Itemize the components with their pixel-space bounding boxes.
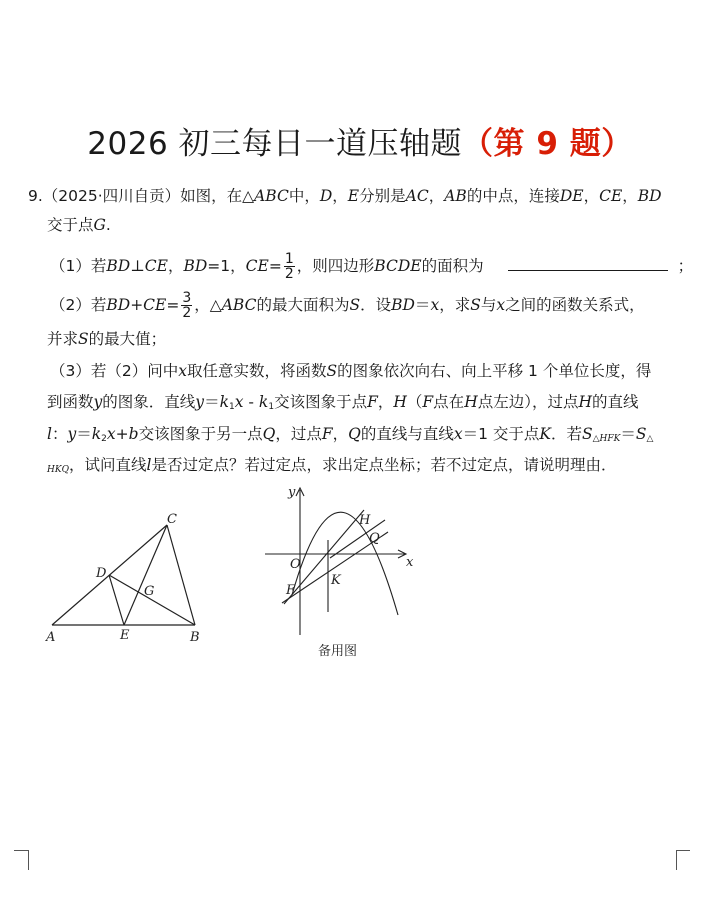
label-f: F	[286, 583, 296, 598]
parabola	[292, 512, 398, 615]
label-h: H	[359, 513, 371, 528]
label-a: A	[46, 630, 56, 645]
segment-bc	[167, 525, 195, 625]
figure-caption: 备用图	[318, 644, 358, 659]
fraction-three-halves: $\frac{3}{2}$	[182, 290, 192, 321]
part-3-line1: （3）若（2）问中x取任意实数，将函数S的图象依次向右、向上平移 1 个单位长度，得	[50, 362, 652, 380]
label-y: y	[288, 485, 296, 500]
label-q: Q	[369, 531, 380, 546]
label-x: x	[406, 555, 414, 570]
problem-statement: 9.（2025·四川自贡）如图，在△ABC中，D，E分别是AC，AB的中点，连接DE，CE，BD	[28, 187, 662, 205]
corner-mark-right	[676, 850, 691, 870]
label-d: D	[96, 566, 107, 581]
label-k: K	[331, 573, 341, 588]
part-2: （2）若BD+CE= $\frac{3}{2}$ ，△ABC的最大面积为S．设BD＝x，求S与x之间的函数关系式，	[50, 290, 645, 321]
part-3-line2: 到函数y的图象．直线$y=k_1x - k_1$交该图象于点F，H（F点在H点左边），过点H的直线	[47, 393, 639, 412]
part-3-line3: l：$y=k_2x+b$交该图象于另一点Q，过点F，Q的直线与直线x＝1 交于点K．若S△HFK＝S△	[47, 425, 654, 444]
part-2-line2: 并求S的最大值；	[47, 330, 167, 348]
label-b: B	[190, 630, 200, 645]
problem-statement-line2: 交于点G.	[47, 216, 111, 234]
corner-mark-left	[14, 850, 29, 870]
label-o: O	[290, 557, 301, 572]
page-title: 2026 初三每日一道压轴题（第 9 题）	[87, 126, 633, 162]
graph-figure	[260, 480, 425, 665]
label-e: E	[120, 628, 130, 643]
fraction-one-half: $\frac{1}{2}$	[284, 251, 294, 282]
label-g: G	[144, 584, 155, 599]
part-1: （1）若BD⊥CE，BD=1，CE= $\frac{1}{2}$ ，则四边形BCDE的面积为 ；	[50, 251, 694, 282]
answer-blank[interactable]	[508, 254, 668, 271]
segment-ce	[124, 525, 167, 625]
triangle-figure	[40, 505, 220, 650]
corner-mark-right-top	[676, 850, 690, 852]
part-3-line4: HKQ，试问直线l是否过定点？若过定点，求出定点坐标；若不过定点，请说明理由．	[47, 456, 617, 475]
label-c: C	[167, 512, 177, 527]
corner-mark-left-top	[14, 850, 28, 852]
